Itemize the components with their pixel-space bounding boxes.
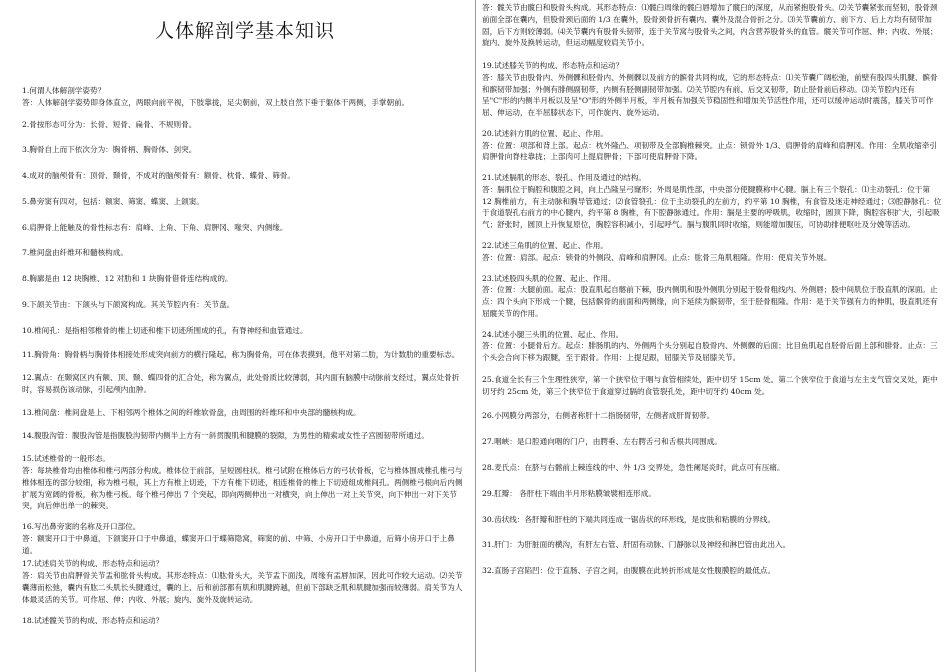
page-title: 人体解剖学基本知识 <box>154 20 335 42</box>
answer-text: 答：额窦开口于中鼻道，下颌窦开口于中鼻道，蝶窦开口于蝶筛隐窝，筛窦的前、中筛、小房开口于中鼻道，后筛小房开口于上鼻道。 <box>22 533 455 555</box>
qa-item <box>482 273 942 320</box>
qa-item <box>482 329 942 364</box>
qa-item <box>22 372 468 396</box>
answer-text: 答：人体解剖学姿势即身体直立，两眼向前平视，下肢靠拢，足尖朝前，双上肢自然下垂于躯体干两侧，手掌朝前。 <box>22 97 410 107</box>
qa-item <box>482 60 942 119</box>
qa-item <box>482 410 942 422</box>
question-text: 12.翼点：在颞窝区内有额、顶、颞、蝶四骨的汇合处，称为翼点，此处骨质比较薄弱，其内面有脑膜中动脉前支经过，翼点处骨折时，容易损伤该动脉，引起颅内血肿。 <box>22 373 460 394</box>
qa-item <box>482 462 942 474</box>
question-text: 8.胸廓是由 12 块胸椎、12 对肋和 1 块胸骨借骨连结构成的。 <box>22 274 233 284</box>
answer-text: 答：位置：肩部。起点：锁骨的外侧段、肩峰和肩胛冈。止点：肱骨三角肌粗隆。作用：使肩关节外展。 <box>482 252 832 262</box>
question-text: 22.试述三角肌的位置、起止、作用。 <box>482 241 608 251</box>
qa-item <box>22 325 468 337</box>
question-text: 3.胸骨自上而下依次分为：胸骨柄、胸骨体、剑突。 <box>22 145 197 155</box>
qa-item <box>482 240 942 264</box>
question-text: 6.肩胛骨上能触及的骨性标志有：肩峰、上角、下角、肩胛冈、喙突、内侧缘。 <box>22 222 288 232</box>
qa-item <box>22 85 468 109</box>
question-text: 1.何谓人体解剖学姿势？ <box>22 86 106 95</box>
answer-text: 答：髋关节由髋臼和股骨头构成。其形态特点：⑴髋臼周缘的髋臼唇增加了髋臼的深度，从而紧抱股骨头。⑵关节囊紧张而坚韧，股骨颈前面全部在囊内，但股骨颈后面的 1/3 在囊外，股骨颈骨折有囊内、囊外及混合骨折之分。⑶关节囊前方、前下方、后上方均有韧带加固，后下方则较薄弱。⑷关节囊内有股骨头韧带，连于关节窝与股骨头之间，内含营养股骨头的血管。髋关节可作屈、伸；内收、外展；旋内、旋外及换转运动，但运动幅度较肩关节小。 <box>482 3 938 48</box>
qa-item <box>22 349 468 361</box>
qa-item <box>482 128 942 163</box>
question-text: 27.咽峡：是口腔通向咽的门户，由腭垂、左右腭舌弓和舌根共同围成。 <box>482 437 722 447</box>
qa-item <box>482 374 942 398</box>
qa-item <box>22 222 468 234</box>
right-column <box>478 0 950 672</box>
question-text: 31.肝门：为肝脏面的横沟，有肝左右管、肝固有动脉、门静脉以及神经和淋巴管由此出入。 <box>482 540 791 550</box>
answer-text: 答：每块椎骨均由椎体和椎弓两部分构成。椎体位于前部，呈短圆柱状。椎弓试附在椎体后方的弓状骨板，它与椎体围成椎孔椎弓与椎体相连的部分较细，称为椎弓根，其上方有椎上切迹，下方有椎下切迹，相连椎骨的椎上下切迹组成椎间孔。两侧椎弓根向后内侧扩展为宽阔的骨板，称为椎弓板。每个椎弓伸出 7 个突起，即向两侧伸出一对横突，向上伸出一对上关节突，向下伸出一对下关节突，向后伸出单一的棘突。 <box>22 466 463 511</box>
left-column <box>0 0 474 672</box>
question-text: 13.椎间盘：椎间盘是上、下相邻两个椎体之间的纤维软骨盘，由周围的纤维环和中央部的髓核构成。 <box>22 407 361 417</box>
question-text: 32.直肠子宫陷凹：位于直肠、子宫之间，由腹膜在此转折形成是女性腹膜腔的最低点。 <box>482 566 776 576</box>
question-text: 30.齿状线：各肝瓣和肝柱的下端共同连成一锯齿状的环形线，是皮肤和粘膜的分界线。 <box>482 514 776 524</box>
qa-item <box>22 273 468 285</box>
qa-item <box>482 565 942 577</box>
question-text: 24.试述小腿三头肌的位置、起止、作用。 <box>482 329 624 339</box>
qa-item <box>22 170 468 182</box>
question-text: 16.写出鼻旁窦的名称及开口部位。 <box>22 522 141 532</box>
question-text: 11.胸骨角：胸骨柄与胸骨体相接处形成突向前方的横行隆起，称为胸骨角，可在体表摸到，他平对第二肋，为计数肋的重要标志。 <box>22 350 460 360</box>
answer-text: 答：膈肌位于胸腔和腹腔之间，向上凸隆呈弓窿形；外周是肌性部，中央部分使腱膜称中心腱。膈上有三个裂孔：⑴主动裂孔：位于第 12 胸椎前方，有主动脉和胸导管通过；⑵食管裂孔：位于主动裂孔的左前方，约平第 10 胸椎，有食管及迷走神经通过；⑶腔静脉孔：位于食道裂孔右前方的中心腱内，约平第 8 胸椎，有下腔静脉通过。作用：膈是主要的呼吸肌，收缩时，圆顶下降，胸腔容积扩大，引起吸气；舒张时，圆顶上升恢复原位，胸腔容积减小，引起呼气。膈与腹肌同时收缩，则能增加腹压，可协助排便呕吐及分娩等活动。 <box>482 184 942 230</box>
qa-item <box>482 172 942 231</box>
qa-item <box>482 436 942 448</box>
question-text: 28.麦氏点：在脐与右髂前上棘连线的中、外 1/3 交界处，急性阑尾炎时，此点可有压痛。 <box>482 462 785 472</box>
qa-item <box>22 119 468 131</box>
qa-item <box>22 558 468 605</box>
column-divider <box>475 0 476 672</box>
qa-item <box>22 521 468 556</box>
answer-text: 答：位置：大腿前面。起点：股直肌起自髂前下棘，股内侧肌和股外侧肌分别起于股骨粗线内、外侧唇；股中间肌位于股直肌的深面。止点：四个头向下形成一个腱，包括髌骨的前面和两侧缘，向下延续为髌韧带，至于胫骨粗隆。作用：是于关节强有力的伸肌，股直肌还有屈髋关节的作用。 <box>482 285 938 318</box>
answer-text: 答：位置：项部和背上部。起点：枕外隆凸、项韧带及全部胸椎棘突。止点：锁骨外 1/3、肩胛骨的肩峰和肩胛冈。作用：全肌收缩牵引肩胛骨向脊柱靠拢；上部肉可上提肩胛骨；下部可使肩胛骨下降。 <box>482 140 938 162</box>
question-text: 5.鼻旁窦有四对，包括：额窦、筛窦、蝶窦、上颌窦。 <box>22 196 204 206</box>
qa-item <box>22 407 468 419</box>
question-text: 17.试述肩关节的构成、形态特点和运动？ <box>22 559 164 569</box>
question-text: 23.试述股四头肌的位置、起止、作用。 <box>482 273 616 283</box>
question-text: 7.椎间盘由纤维环和髓核构成。 <box>22 248 128 258</box>
question-text: 19.试述膝关节的构成、形态特点和运动？ <box>482 61 624 71</box>
qa-item <box>22 247 468 259</box>
question-text: 25.食道全长有三个生理性狭窄，第一个狭窄位于咽与食管相续处，距中切牙 15cm 处。第二个狭窄位于食道与左主支气管交叉处，距中切牙约 25cm 处，第三个狭窄位于食道穿过膈的食管裂孔处，距中切牙约 40cm 处。 <box>482 374 938 396</box>
question-text: 21.试述膈肌的形态、裂孔、作用及通过的结构。 <box>482 173 646 183</box>
right-qa-list <box>482 0 942 577</box>
qa-item <box>482 2 942 49</box>
answer-text: 答：位置：小腿骨后方。起点：腓肠肌的内、外侧两个头分别起自股骨内、外侧髁的后面；比目鱼肌起自胫骨后面上部和腓骨。止点：三个头会合向下移为跟腱，至于跟骨。作用：上提足跟，屈膝关节及屈膝关节。 <box>482 341 938 363</box>
qa-item <box>22 299 468 311</box>
question-text: 9.下颌关节由：下颌头与下颌窝构成。其关节腔内有：关节盘。 <box>22 299 235 309</box>
qa-item <box>22 453 468 512</box>
question-text: 2.骨按形态可分为：长骨、短骨、扁骨、不规则骨。 <box>22 119 197 129</box>
qa-item <box>482 514 942 526</box>
question-text: 14.腹股沟管：腹股沟管是指腹股沟韧带内侧半上方有一斜贯腹肌和腱膜的裂隙，为男性的精索或女性子宫圆韧带所通过。 <box>22 431 429 441</box>
answer-text: 答：膝关节由股骨内、外侧髁和胫骨内、外侧髁以及前方的髌骨共同构成，它的形态特点：⑴关节囊广阔松弛，前壁有股四头肌腱、髌骨和髌韧带加强；外侧有腓侧副韧带，内侧有胫侧副韧带加强。⑵关节腔内有前、后交叉韧带，防止胫骨前后移动。⑶关节腔内还有呈"C"形的内侧半月板以及呈"O"形的外侧半月板，半月板有加强关节稳固性和增加关节活性作用，还可以缓冲运动时震荡，膝关节可作屈、伸运动，在半屈膝状态下，可作旋内、旋外运动。 <box>482 72 938 118</box>
question-text: 20.试述斜方肌的位置、起止、作用。 <box>482 128 608 138</box>
question-text: 4.成对的脑颅骨有：顶骨、颞骨，不成对的脑颅骨有：额骨、枕骨、蝶骨、筛骨。 <box>22 171 296 181</box>
left-qa-list <box>22 85 468 627</box>
question-text: 15.试述椎骨的一般形态。 <box>22 454 111 464</box>
qa-item <box>22 196 468 208</box>
answer-text: 答：肩关节由肩胛骨关节盂和肱骨头构成。其形态特点：⑴肱骨头大，关节盂下面浅，周缘有盂唇加深，因此可作较大运动。⑵关节囊薄而松弛，囊内有肱二头肌长头腱通过，囊的上、后和前部都有肌和肌腱跨越，但前下部缺乏肌和肌腱加强而较薄弱。肩关节为人体最灵活的关节。可作屈、伸；内收、外展；旋内、旋外及旋转运动。 <box>22 571 463 604</box>
question-text: 29.肛瓣： 各肝柱下端由半月形粘膜皱襞相连形成。 <box>482 488 656 498</box>
question-text: 26.小网膜分两部分，右侧者称肝十二指肠韧带，左侧者成肝胃韧带。 <box>482 411 715 421</box>
qa-item <box>22 144 468 156</box>
qa-item <box>22 430 468 442</box>
qa-item <box>482 539 942 551</box>
question-text: 18.试述髋关节的构成、形态特点和运动？ <box>22 616 164 626</box>
question-text: 10.椎间孔：是指相邻椎骨的椎上切迹和椎下切迹所围成的孔，有脊神经和血管通过。 <box>22 325 308 335</box>
qa-item <box>22 615 468 627</box>
qa-item <box>482 488 942 500</box>
